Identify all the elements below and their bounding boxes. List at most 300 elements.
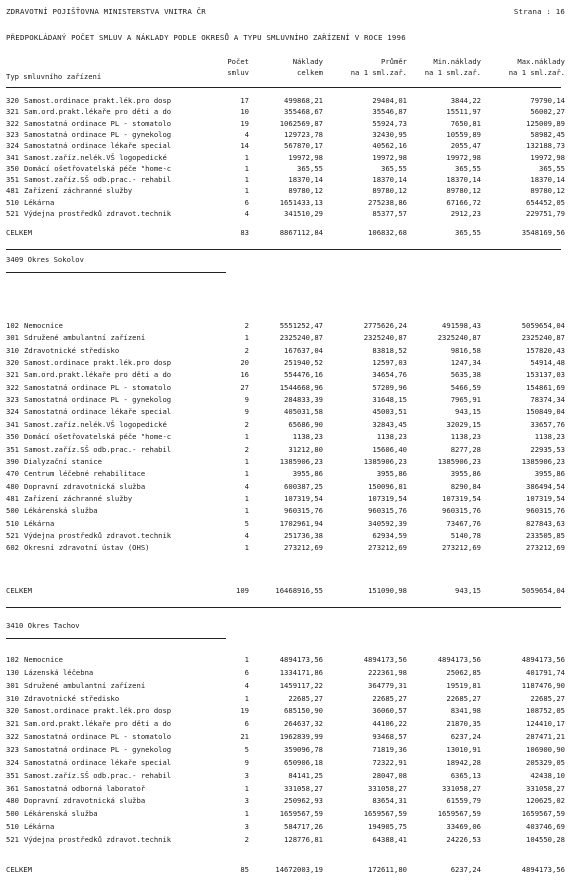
table-row — [0, 707, 571, 718]
row-code: 321 — [6, 107, 19, 117]
row-code: 320 — [6, 706, 19, 716]
row-count: 10 — [240, 107, 249, 117]
row-type: Samost.ordinace prakt.lék.pro dosp — [24, 358, 172, 368]
row-avg: 36060,57 — [372, 706, 407, 716]
row-cost-total: 365,55 — [297, 163, 323, 173]
row-count: 17 — [240, 96, 249, 105]
table-row — [0, 347, 571, 358]
row-max: 56002,27 — [530, 107, 565, 117]
row-max: 124410,17 — [526, 719, 565, 729]
row-cost-total: 167637,04 — [284, 345, 323, 355]
row-type: Zdravotnické středisko — [24, 345, 120, 355]
row-count: 2 — [244, 834, 249, 844]
table-row — [0, 495, 571, 506]
row-code: 321 — [6, 719, 19, 729]
row-avg: 85377,57 — [372, 209, 407, 218]
row-avg: 19972,98 — [372, 152, 407, 162]
row-code: 480 — [6, 796, 19, 806]
row-cost-total: 405031,58 — [284, 407, 323, 417]
table-row — [0, 334, 571, 345]
row-max: 5059654,04 — [521, 321, 565, 330]
row-cost-total: 251940,52 — [284, 358, 323, 368]
row-avg: 2325240,87 — [363, 333, 407, 343]
row-code: 102 — [6, 321, 19, 330]
table-row — [0, 507, 571, 518]
row-cost-total: 107319,54 — [284, 493, 323, 503]
row-min: 1138,23 — [450, 432, 481, 442]
table-row — [0, 823, 571, 834]
total-label: CELKEM — [6, 586, 32, 595]
column-count-line2: smluv — [227, 68, 249, 77]
row-count: 6 — [244, 197, 249, 207]
header-rule — [6, 87, 561, 88]
table-row — [0, 384, 571, 395]
row-count: 1 — [244, 655, 249, 664]
table-row — [0, 810, 571, 821]
district-heading: 3410 Okres Tachov — [6, 621, 80, 630]
total-row — [0, 866, 571, 877]
table-row — [0, 695, 571, 706]
row-avg: 1385906,23 — [363, 456, 407, 466]
row-min: 18942,28 — [446, 757, 481, 767]
row-min: 73467,76 — [446, 518, 481, 528]
row-code: 510 — [6, 822, 19, 831]
row-cost-total: 685150,90 — [284, 706, 323, 716]
row-cost-total: 584717,26 — [284, 822, 323, 831]
row-type: Výdejna prostředků zdravot.technik — [24, 531, 172, 540]
row-min: 7650,81 — [450, 118, 481, 128]
row-count: 1 — [244, 506, 249, 516]
row-type: Zařízení záchranné služby — [24, 493, 133, 503]
row-code: 341 — [6, 152, 19, 162]
row-avg: 22685,27 — [372, 693, 407, 703]
row-type: Výdejna prostředků zdravot.technik — [24, 834, 172, 844]
row-type: Lékárna — [24, 197, 55, 207]
row-cost-total: 1385906,23 — [279, 456, 323, 466]
row-count: 1 — [244, 783, 249, 793]
row-type: Centrum léčebné rehabilitace — [24, 469, 146, 479]
column-min-line2: na 1 sml.zař. — [424, 68, 481, 77]
row-avg: 83654,31 — [372, 796, 407, 806]
row-max: 3955,86 — [534, 469, 565, 479]
row-count: 1 — [244, 186, 249, 196]
row-max: 150849,04 — [526, 407, 565, 417]
row-min: 19519,81 — [446, 680, 481, 690]
row-count: 19 — [240, 118, 249, 128]
row-min: 9816,58 — [450, 345, 481, 355]
page-number: Strana : 16 — [513, 7, 565, 16]
table-row — [0, 682, 571, 693]
row-type: Samostatná ordinace lékaře special — [24, 757, 172, 767]
row-min: 18370,14 — [446, 175, 481, 185]
row-min: 24226,53 — [446, 834, 481, 844]
row-min: 61559,79 — [446, 796, 481, 806]
row-code: 351 — [6, 175, 19, 185]
row-max: 79790,14 — [530, 96, 565, 105]
total-label: CELKEM — [6, 228, 32, 237]
row-min: 5140,78 — [450, 531, 481, 540]
total-min: 943,15 — [455, 586, 481, 595]
table-row — [0, 656, 571, 667]
row-avg: 275238,86 — [368, 197, 407, 207]
row-count: 16 — [240, 370, 249, 380]
row-type: Nemocnice — [24, 321, 63, 330]
row-min: 10559,89 — [446, 129, 481, 139]
row-count: 1 — [244, 333, 249, 343]
row-max: 654452,05 — [526, 197, 565, 207]
column-avg-line1: Průměr — [381, 57, 407, 66]
row-code: 322 — [6, 118, 19, 128]
total-count: 83 — [240, 228, 249, 237]
row-count: 6 — [244, 719, 249, 729]
row-type: Samost.ordinace prakt.lék.pro dosp — [24, 96, 172, 105]
row-max: 287471,21 — [526, 732, 565, 742]
row-avg: 4894173,56 — [363, 655, 407, 664]
row-code: 341 — [6, 419, 19, 429]
column-avg-line2: na 1 sml.zař. — [350, 68, 407, 77]
row-cost-total: 128776,81 — [284, 834, 323, 844]
row-min: 273212,69 — [442, 543, 481, 553]
row-avg: 34654,76 — [372, 370, 407, 380]
row-avg: 29404,01 — [372, 96, 407, 105]
row-type: Dialyzační stanice — [24, 456, 102, 466]
row-type: Samostatná odborná laboratoř — [24, 783, 146, 793]
row-type: Samost.zaříz.SŠ odb.prac.- rehabil — [24, 444, 172, 454]
row-min: 21870,35 — [446, 719, 481, 729]
row-max: 960315,76 — [526, 506, 565, 516]
row-type: Samost.zaříz.SŠ odb.prac.- rehabil — [24, 770, 172, 780]
row-min: 107319,54 — [442, 493, 481, 503]
row-code: 510 — [6, 518, 19, 528]
row-cost-total: 273212,69 — [284, 543, 323, 553]
row-avg: 3955,86 — [376, 469, 407, 479]
total-count: 85 — [240, 865, 249, 874]
column-cost-line1: Náklady — [292, 57, 323, 66]
table-row — [0, 785, 571, 796]
row-type: Samostatná ordinace lékaře special — [24, 407, 172, 417]
table-row — [0, 210, 571, 221]
row-count: 4 — [244, 531, 249, 540]
row-avg: 64388,41 — [372, 834, 407, 844]
row-avg: 15606,40 — [372, 444, 407, 454]
row-max: 108752,05 — [526, 706, 565, 716]
row-count: 9 — [244, 757, 249, 767]
row-min: 2325240,87 — [437, 333, 481, 343]
row-max: 157820,43 — [526, 345, 565, 355]
total-cost: 8867112,84 — [279, 228, 323, 237]
row-code: 470 — [6, 469, 19, 479]
row-cost-total: 284833,39 — [284, 395, 323, 405]
row-type: Sam.ord.prakt.lékaře pro děti a do — [24, 370, 172, 380]
total-count: 109 — [236, 586, 249, 595]
row-type: Domácí ošetřovatelská péče "home-c — [24, 163, 172, 173]
row-code: 322 — [6, 732, 19, 742]
row-avg: 222361,98 — [368, 667, 407, 677]
row-cost-total: 22685,27 — [288, 693, 323, 703]
row-avg: 32430,95 — [372, 129, 407, 139]
row-min: 331058,27 — [442, 783, 481, 793]
table-row — [0, 532, 571, 543]
table-row — [0, 108, 571, 119]
row-cost-total: 250962,93 — [284, 796, 323, 806]
column-cost-line2: celkem — [297, 68, 323, 77]
table-row — [0, 720, 571, 731]
row-cost-total: 1062569,87 — [279, 118, 323, 128]
row-count: 2 — [244, 419, 249, 429]
row-count: 2 — [244, 444, 249, 454]
row-cost-total: 4894173,56 — [279, 655, 323, 664]
row-max: 54914,48 — [530, 358, 565, 368]
row-count: 1 — [244, 693, 249, 703]
row-cost-total: 554476,16 — [284, 370, 323, 380]
row-count: 1 — [244, 432, 249, 442]
row-cost-total: 31212,80 — [288, 444, 323, 454]
row-max: 2325240,87 — [521, 333, 565, 343]
row-min: 3844,22 — [450, 96, 481, 105]
row-avg: 273212,69 — [368, 543, 407, 553]
row-avg: 18370,14 — [372, 175, 407, 185]
row-cost-total: 359096,78 — [284, 745, 323, 754]
row-code: 351 — [6, 770, 19, 780]
row-code: 350 — [6, 432, 19, 442]
row-max: 154861,69 — [526, 382, 565, 392]
table-row — [0, 470, 571, 481]
total-min: 6237,24 — [450, 865, 481, 874]
row-max: 205329,05 — [526, 757, 565, 767]
row-avg: 83818,52 — [372, 345, 407, 355]
table-row — [0, 733, 571, 744]
table-row — [0, 371, 571, 382]
row-max: 229751,79 — [526, 209, 565, 218]
row-cost-total: 355468,67 — [284, 107, 323, 117]
row-count: 3 — [244, 770, 249, 780]
row-cost-total: 84141,25 — [288, 770, 323, 780]
row-min: 25062,85 — [446, 667, 481, 677]
row-min: 8277,28 — [450, 444, 481, 454]
row-count: 4 — [244, 481, 249, 491]
row-type: Samostatná ordinace PL - gynekolog — [24, 745, 172, 754]
row-max: 1138,23 — [534, 432, 565, 442]
row-count: 1 — [244, 175, 249, 185]
row-count: 2 — [244, 321, 249, 330]
row-max: 1187476,90 — [521, 680, 565, 690]
row-code: 602 — [6, 543, 19, 553]
district-rule — [6, 272, 226, 273]
row-type: Nemocnice — [24, 655, 63, 664]
row-count: 3 — [244, 796, 249, 806]
row-code: 324 — [6, 407, 19, 417]
row-code: 351 — [6, 444, 19, 454]
row-min: 15511,97 — [446, 107, 481, 117]
column-max-line2: na 1 sml.zař. — [508, 68, 565, 77]
row-min: 19972,98 — [446, 152, 481, 162]
table-row — [0, 154, 571, 165]
row-code: 480 — [6, 481, 19, 491]
row-max: 22935,53 — [530, 444, 565, 454]
row-type: Sdružené ambulantní zařízení — [24, 680, 146, 690]
row-count: 2 — [244, 345, 249, 355]
row-min: 3955,86 — [450, 469, 481, 479]
row-avg: 331058,27 — [368, 783, 407, 793]
table-row — [0, 746, 571, 757]
row-max: 42438,10 — [530, 770, 565, 780]
row-code: 130 — [6, 667, 19, 677]
row-type: Samost.zaříz.nelék.VŠ logopedické — [24, 152, 167, 162]
row-avg: 35546,87 — [372, 107, 407, 117]
row-count: 21 — [240, 732, 249, 742]
row-avg: 365,55 — [381, 163, 407, 173]
row-type: Zařízení záchranné služby — [24, 186, 133, 196]
row-avg: 32843,45 — [372, 419, 407, 429]
row-min: 32029,15 — [446, 419, 481, 429]
row-max: 4894173,56 — [521, 655, 565, 664]
table-row — [0, 772, 571, 783]
row-max: 19972,98 — [530, 152, 565, 162]
table-row — [0, 797, 571, 808]
row-avg: 340592,39 — [368, 518, 407, 528]
row-count: 5 — [244, 745, 249, 754]
row-cost-total: 331058,27 — [284, 783, 323, 793]
row-count: 1 — [244, 469, 249, 479]
row-max: 78374,34 — [530, 395, 565, 405]
row-cost-total: 1138,23 — [292, 432, 323, 442]
row-min: 8341,98 — [450, 706, 481, 716]
row-avg: 194905,75 — [368, 822, 407, 831]
row-max: 106900,90 — [526, 745, 565, 754]
row-max: 153137,03 — [526, 370, 565, 380]
row-cost-total: 567870,17 — [284, 141, 323, 151]
row-avg: 93468,57 — [372, 732, 407, 742]
row-max: 107319,54 — [526, 493, 565, 503]
row-max: 33657,76 — [530, 419, 565, 429]
section-rule — [6, 249, 561, 250]
row-code: 323 — [6, 745, 19, 754]
row-type: Dopravní zdravotnická služba — [24, 796, 146, 806]
row-max: 18370,14 — [530, 175, 565, 185]
row-cost-total: 1459117,22 — [279, 680, 323, 690]
row-code: 481 — [6, 186, 19, 196]
row-cost-total: 2325240,87 — [279, 333, 323, 343]
row-min: 4894173,56 — [437, 655, 481, 664]
row-type: Samostatná ordinace PL - stomatolo — [24, 732, 172, 742]
row-type: Sam.ord.prakt.lékaře pro děti a do — [24, 107, 172, 117]
row-code: 521 — [6, 531, 19, 540]
row-code: 310 — [6, 345, 19, 355]
row-cost-total: 1962839,99 — [279, 732, 323, 742]
row-type: Zdravotnické středisko — [24, 693, 120, 703]
row-cost-total: 18370,14 — [288, 175, 323, 185]
row-type: Domácí ošetřovatelská péče "home-c — [24, 432, 172, 442]
row-code: 361 — [6, 783, 19, 793]
row-avg: 150096,81 — [368, 481, 407, 491]
table-row — [0, 759, 571, 770]
row-cost-total: 650906,18 — [284, 757, 323, 767]
table-row — [0, 408, 571, 419]
row-count: 1 — [244, 163, 249, 173]
organization-name: ZDRAVOTNÍ POJIŠŤOVNA MINISTERSTVA VNITRA ČR — [6, 7, 206, 16]
table-row — [0, 359, 571, 370]
total-avg: 172611,80 — [368, 865, 407, 874]
total-cost: 16468916,55 — [275, 586, 323, 595]
row-cost-total: 19972,98 — [288, 152, 323, 162]
district-heading: 3409 Okres Sokolov — [6, 255, 84, 264]
row-max: 365,55 — [539, 163, 565, 173]
row-max: 401791,74 — [526, 667, 565, 677]
row-type: Lékárenská služba — [24, 809, 98, 819]
row-type: Okresní zdravotní ústav (OHS) — [24, 543, 150, 553]
row-max: 89780,12 — [530, 186, 565, 196]
table-row — [0, 187, 571, 198]
row-type: Lázenská léčebna — [24, 667, 94, 677]
total-min: 365,55 — [455, 228, 481, 237]
row-cost-total: 65686,90 — [288, 419, 323, 429]
row-code: 500 — [6, 809, 19, 819]
total-max: 4894173,56 — [521, 865, 565, 874]
row-min: 960315,76 — [442, 506, 481, 516]
total-label: CELKEM — [6, 865, 32, 874]
column-min-line1: Min.náklady — [433, 57, 481, 66]
row-count: 5 — [244, 518, 249, 528]
row-cost-total: 499868,21 — [284, 96, 323, 105]
row-cost-total: 1334171,86 — [279, 667, 323, 677]
report-title: PŘEDPOKLÁDANÝ POČET SMLUV A NÁKLADY PODLE OKRESŮ A TYPU SMLUVNÍHO ZAŘÍZENÍ V ROCE 1996 — [6, 33, 406, 42]
row-type: Samostatná ordinace PL - stomatolo — [24, 118, 172, 128]
row-min: 2055,47 — [450, 141, 481, 151]
row-avg: 1138,23 — [376, 432, 407, 442]
row-avg: 31648,15 — [372, 395, 407, 405]
row-type: Samost.zaříz.SŠ odb.prac.- rehabil — [24, 175, 172, 185]
table-row — [0, 446, 571, 457]
table-row — [0, 544, 571, 555]
row-min: 8290,84 — [450, 481, 481, 491]
row-code: 321 — [6, 370, 19, 380]
row-min: 1659567,59 — [437, 809, 481, 819]
row-code: 521 — [6, 834, 19, 844]
row-count: 1 — [244, 809, 249, 819]
row-avg: 55924,73 — [372, 118, 407, 128]
row-avg: 107319,54 — [368, 493, 407, 503]
row-max: 120625,02 — [526, 796, 565, 806]
row-max: 331058,27 — [526, 783, 565, 793]
row-max: 58982,45 — [530, 129, 565, 139]
row-count: 4 — [244, 209, 249, 218]
row-cost-total: 5551252,47 — [279, 321, 323, 330]
row-min: 33469,06 — [446, 822, 481, 831]
row-max: 233505,85 — [526, 531, 565, 540]
total-max: 3548169,56 — [521, 228, 565, 237]
row-min: 22685,27 — [446, 693, 481, 703]
row-cost-total: 1659567,59 — [279, 809, 323, 819]
row-code: 301 — [6, 680, 19, 690]
row-max: 827843,63 — [526, 518, 565, 528]
row-type: Samostatná ordinace PL - gynekolog — [24, 129, 172, 139]
row-code: 320 — [6, 358, 19, 368]
row-count: 4 — [244, 680, 249, 690]
row-min: 5466,59 — [450, 382, 481, 392]
row-cost-total: 264637,32 — [284, 719, 323, 729]
row-max: 273212,69 — [526, 543, 565, 553]
row-min: 6365,13 — [450, 770, 481, 780]
row-avg: 12597,03 — [372, 358, 407, 368]
table-row — [0, 483, 571, 494]
row-type: Samostatná ordinace PL - gynekolog — [24, 395, 172, 405]
row-avg: 62934,59 — [372, 531, 407, 540]
row-cost-total: 1544668,96 — [279, 382, 323, 392]
row-min: 7965,91 — [450, 395, 481, 405]
row-type: Výdejna prostředků zdravot.technik — [24, 209, 172, 218]
row-avg: 40562,16 — [372, 141, 407, 151]
table-row — [0, 120, 571, 131]
